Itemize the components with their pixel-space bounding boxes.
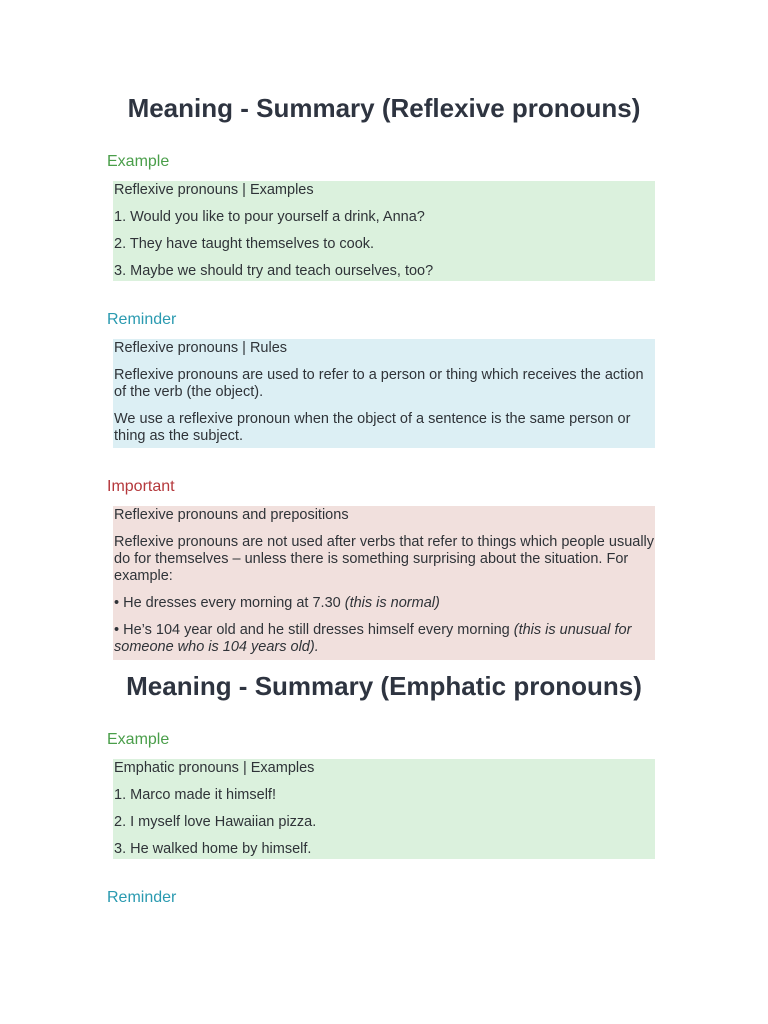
important-bullet	[113, 595, 655, 612]
reminder-heading: Reflexive pronouns | Rules	[114, 340, 288, 356]
example-heading: Reflexive pronouns | Examples	[114, 182, 314, 198]
example-heading: Emphatic pronouns | Examples	[114, 760, 315, 776]
example-item: 2. I myself love Hawaiian pizza.	[114, 814, 317, 830]
example-item: 1. Marco made it himself!	[114, 787, 276, 803]
section-title-emphatic: Meaning - Summary (Emphatic pronouns)	[126, 671, 642, 701]
bullet-text: • He dresses every morning at 7.30	[114, 595, 345, 611]
example-box-emphatic	[113, 759, 655, 859]
example-item: 1. Would you like to pour yourself a drink, Anna?	[114, 209, 425, 225]
important-label: Important	[107, 478, 175, 495]
example-label: Example	[107, 731, 170, 748]
example-label: Example	[107, 153, 170, 170]
section-title-reflexive: Meaning - Summary (Reflexive pronouns)	[127, 93, 641, 123]
reminder-label: Reminder	[107, 311, 177, 328]
important-bullet	[113, 622, 655, 656]
example-item: 3. Maybe we should try and teach ourselves, too?	[114, 263, 434, 279]
example-box-reflexive	[113, 181, 655, 281]
reminder-paragraph: Reflexive pronouns are used to refer to a person or thing which receives the action of the verb (the object).	[114, 367, 644, 400]
important-paragraph: Reflexive pronouns are not used after verbs that refer to things which people usually do for themselves – unless there is something surprising about the situation. For example:	[114, 534, 655, 584]
reminder-paragraph: We use a reflexive pronoun when the object of a sentence is the same person or thing as the subject.	[114, 411, 631, 444]
important-heading: Reflexive pronouns and prepositions	[114, 507, 349, 523]
reminder-box-reflexive	[113, 339, 655, 448]
important-box-reflexive	[113, 506, 655, 660]
bullet-text: • He’s 104 year old and he still dresses himself every morning	[114, 622, 514, 638]
bullet-note: (this is normal)	[344, 595, 440, 611]
example-item: 3. He walked home by himself.	[114, 841, 312, 857]
reminder-label: Reminder	[107, 889, 177, 906]
bullet-note: (this is unusual for someone who is 104 years old).	[114, 622, 632, 655]
example-item: 2. They have taught themselves to cook.	[114, 236, 375, 252]
